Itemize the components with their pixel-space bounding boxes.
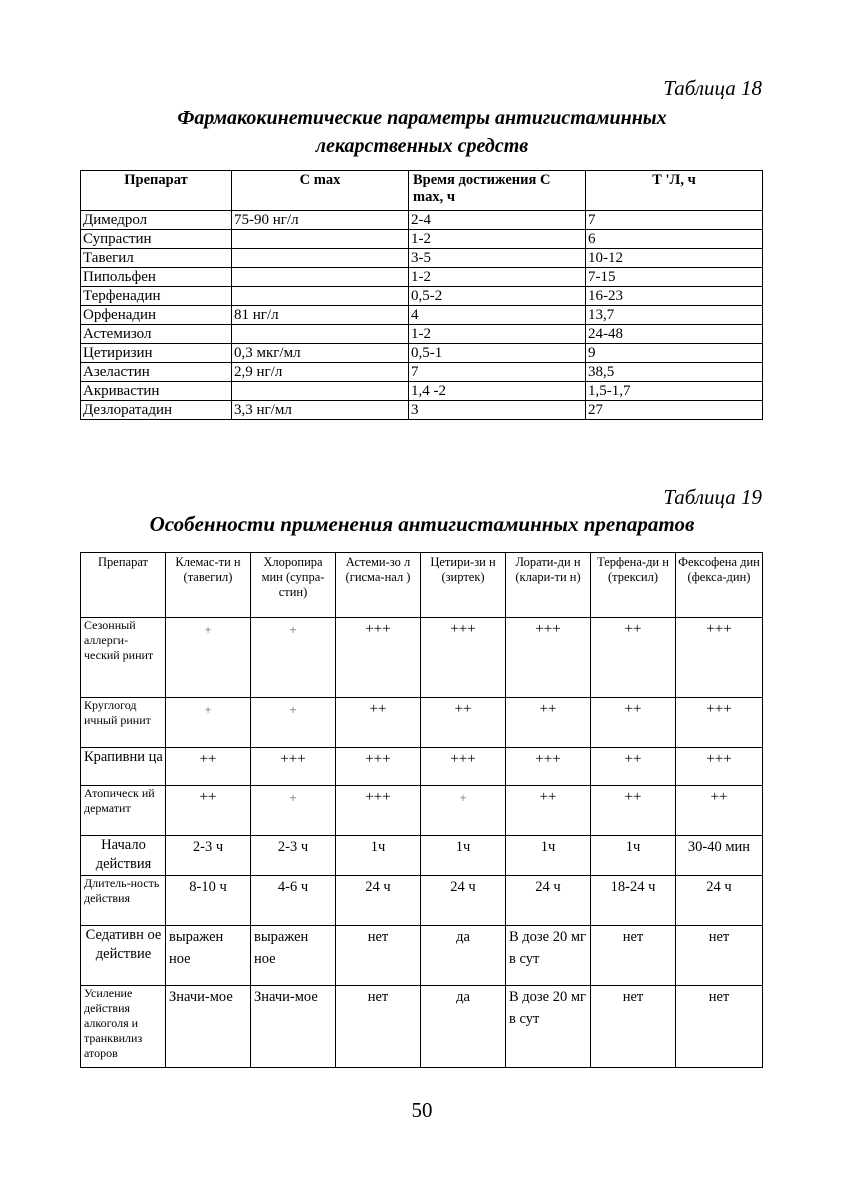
table-cell: +++ bbox=[676, 618, 763, 698]
table-cell: ++ bbox=[676, 786, 763, 836]
table-cell: ++ bbox=[591, 618, 676, 698]
table-row bbox=[81, 230, 763, 249]
table-cell: Супрастин bbox=[81, 230, 232, 249]
table-cell: +++ bbox=[676, 748, 763, 786]
table-cell: + bbox=[251, 618, 336, 698]
table-cell: да bbox=[421, 986, 506, 1068]
table-cell: Орфенадин bbox=[81, 306, 232, 325]
table-row bbox=[81, 876, 763, 926]
row-header-cell: Сезонный аллерги-ческий ринит bbox=[81, 618, 166, 698]
table-cell: выражен ное bbox=[251, 926, 336, 986]
table-cell: +++ bbox=[676, 698, 763, 748]
table-cell: 9 bbox=[586, 344, 763, 363]
row-header-cell: Крапивни ца bbox=[81, 748, 166, 786]
table-cell: нет bbox=[591, 926, 676, 986]
table-cell: 1,5-1,7 bbox=[586, 382, 763, 401]
table-cell: +++ bbox=[336, 618, 421, 698]
header-cell: Клемас-ти н (тавегил) bbox=[166, 553, 251, 618]
table-row bbox=[81, 344, 763, 363]
table-cell: нет bbox=[336, 986, 421, 1068]
table-cell: 24 ч bbox=[336, 876, 421, 926]
table-cell: 2,9 нг/л bbox=[232, 363, 409, 382]
table-cell: Димедрол bbox=[81, 211, 232, 230]
table-cell: 24 ч bbox=[676, 876, 763, 926]
header-cell: Фексофена дин (фекса-дин) bbox=[676, 553, 763, 618]
table-row bbox=[81, 786, 763, 836]
antihistamine-usage-table bbox=[80, 552, 763, 1068]
table-header-row bbox=[81, 553, 763, 618]
table-cell: 7 bbox=[586, 211, 763, 230]
table-row bbox=[81, 268, 763, 287]
table-cell: Дезлоратадин bbox=[81, 401, 232, 420]
table-cell: + bbox=[251, 786, 336, 836]
table-cell: Значи-мое bbox=[166, 986, 251, 1068]
table-cell: 2-4 bbox=[409, 211, 586, 230]
table-header-row bbox=[81, 171, 763, 211]
table-cell: 18-24 ч bbox=[591, 876, 676, 926]
table-cell: 2-3 ч bbox=[166, 836, 251, 876]
table-cell bbox=[232, 268, 409, 287]
table-cell: + bbox=[251, 698, 336, 748]
table-row bbox=[81, 836, 763, 876]
table-cell: +++ bbox=[421, 618, 506, 698]
table-row bbox=[81, 363, 763, 382]
header-cell: С max bbox=[232, 171, 409, 211]
table-cell: + bbox=[166, 698, 251, 748]
table-row bbox=[81, 306, 763, 325]
header-cell: Препарат bbox=[81, 553, 166, 618]
table-cell: нет bbox=[676, 986, 763, 1068]
table-cell bbox=[232, 249, 409, 268]
table18-label: Таблица 18 bbox=[663, 76, 762, 100]
table-cell: 7-15 bbox=[586, 268, 763, 287]
table-cell: выражен ное bbox=[166, 926, 251, 986]
row-header-cell: Усиление действия алкоголя и транквилиз аторов bbox=[81, 986, 166, 1068]
table-cell: В дозе 20 мг в сут bbox=[506, 986, 591, 1068]
table-cell: ++ bbox=[591, 786, 676, 836]
table-cell: ++ bbox=[421, 698, 506, 748]
header-cell: Хлоропира мин (супра-стин) bbox=[251, 553, 336, 618]
table-cell: + bbox=[166, 618, 251, 698]
table-cell: 24 ч bbox=[421, 876, 506, 926]
table-cell: 4 bbox=[409, 306, 586, 325]
table-cell: 3,3 нг/мл bbox=[232, 401, 409, 420]
table-cell: Астемизол bbox=[81, 325, 232, 344]
table-cell: Тавегил bbox=[81, 249, 232, 268]
table-cell: 0,5-1 bbox=[409, 344, 586, 363]
table-cell: 24 ч bbox=[506, 876, 591, 926]
table-cell: 30-40 мин bbox=[676, 836, 763, 876]
header-cell: Цетири-зи н (зиртек) bbox=[421, 553, 506, 618]
row-header-cell: Длитель-ность действия bbox=[81, 876, 166, 926]
table-cell: 0,5-2 bbox=[409, 287, 586, 306]
table-cell: ++ bbox=[166, 748, 251, 786]
table-row bbox=[81, 249, 763, 268]
table-row bbox=[81, 211, 763, 230]
table-row bbox=[81, 748, 763, 786]
table-cell: 13,7 bbox=[586, 306, 763, 325]
table-cell: Акривастин bbox=[81, 382, 232, 401]
table-cell: ++ bbox=[166, 786, 251, 836]
table-cell: +++ bbox=[251, 748, 336, 786]
table-cell: Значи-мое bbox=[251, 986, 336, 1068]
header-cell: Астеми-зо л (гисма-нал ) bbox=[336, 553, 421, 618]
table-cell: 38,5 bbox=[586, 363, 763, 382]
table19-label: Таблица 19 bbox=[663, 485, 762, 509]
table18-title-line1: Фармакокинетические параметры антигистаминных bbox=[177, 107, 667, 129]
table-cell: Азеластин bbox=[81, 363, 232, 382]
table-cell bbox=[232, 382, 409, 401]
pharmacokinetics-table bbox=[80, 170, 763, 420]
table-cell: нет bbox=[676, 926, 763, 986]
table-cell: 4-6 ч bbox=[251, 876, 336, 926]
header-cell: Т 'Л, ч bbox=[586, 171, 763, 211]
row-header-cell: Начало действия bbox=[81, 836, 166, 876]
table-cell: 2-3 ч bbox=[251, 836, 336, 876]
table-cell: 1ч bbox=[336, 836, 421, 876]
table-row bbox=[81, 401, 763, 420]
table-cell: 24-48 bbox=[586, 325, 763, 344]
table-cell: ++ bbox=[336, 698, 421, 748]
header-cell: Время достижения С max, ч bbox=[409, 171, 586, 211]
table-body bbox=[81, 618, 763, 1068]
table-row bbox=[81, 986, 763, 1068]
table-cell: +++ bbox=[506, 618, 591, 698]
table-cell: 1ч bbox=[506, 836, 591, 876]
table-cell: 81 нг/л bbox=[232, 306, 409, 325]
table-cell: 16-23 bbox=[586, 287, 763, 306]
table-cell: Пипольфен bbox=[81, 268, 232, 287]
table-cell: Цетиризин bbox=[81, 344, 232, 363]
table-cell: 3 bbox=[409, 401, 586, 420]
table-cell: 1-2 bbox=[409, 230, 586, 249]
row-header-cell: Круглогод ичный ринит bbox=[81, 698, 166, 748]
table-cell: 1-2 bbox=[409, 268, 586, 287]
table-cell: нет bbox=[336, 926, 421, 986]
table-row bbox=[81, 698, 763, 748]
row-header-cell: Седативн ое действие bbox=[81, 926, 166, 986]
table-row bbox=[81, 618, 763, 698]
table-cell: 10-12 bbox=[586, 249, 763, 268]
table-body bbox=[81, 211, 763, 420]
table19-title: Особенности применения антигистаминных препаратов bbox=[149, 512, 695, 536]
table-cell: +++ bbox=[336, 748, 421, 786]
table18-title-line2: лекарственных средств bbox=[315, 135, 529, 157]
header-cell: Препарат bbox=[81, 171, 232, 211]
header-cell: Лорати-ди н (клари-ти н) bbox=[506, 553, 591, 618]
table-cell: +++ bbox=[506, 748, 591, 786]
header-cell: Терфена-ди н (трексил) bbox=[591, 553, 676, 618]
table-cell: 1ч bbox=[591, 836, 676, 876]
table-cell: 6 bbox=[586, 230, 763, 249]
table-cell: +++ bbox=[421, 748, 506, 786]
page-number: 50 bbox=[411, 1098, 433, 1122]
table-cell: Терфенадин bbox=[81, 287, 232, 306]
table-cell: 1-2 bbox=[409, 325, 586, 344]
table-cell: 27 bbox=[586, 401, 763, 420]
table-cell: 0,3 мкг/мл bbox=[232, 344, 409, 363]
table-cell: нет bbox=[591, 986, 676, 1068]
table-row bbox=[81, 926, 763, 986]
table-cell: 1ч bbox=[421, 836, 506, 876]
table-cell: 7 bbox=[409, 363, 586, 382]
table-cell: да bbox=[421, 926, 506, 986]
row-header-cell: Атопическ ий дерматит bbox=[81, 786, 166, 836]
table-cell bbox=[232, 230, 409, 249]
table-cell: +++ bbox=[336, 786, 421, 836]
table-cell bbox=[232, 325, 409, 344]
table-cell: ++ bbox=[506, 698, 591, 748]
table-cell: + bbox=[421, 786, 506, 836]
table-cell bbox=[232, 287, 409, 306]
table-cell: 8-10 ч bbox=[166, 876, 251, 926]
table-cell: ++ bbox=[591, 748, 676, 786]
table-cell: В дозе 20 мг в сут bbox=[506, 926, 591, 986]
table-cell: 75-90 нг/л bbox=[232, 211, 409, 230]
table-cell: ++ bbox=[506, 786, 591, 836]
table-cell: 1,4 -2 bbox=[409, 382, 586, 401]
table-row bbox=[81, 325, 763, 344]
table-cell: ++ bbox=[591, 698, 676, 748]
table-row bbox=[81, 382, 763, 401]
table-cell: 3-5 bbox=[409, 249, 586, 268]
table-row bbox=[81, 287, 763, 306]
